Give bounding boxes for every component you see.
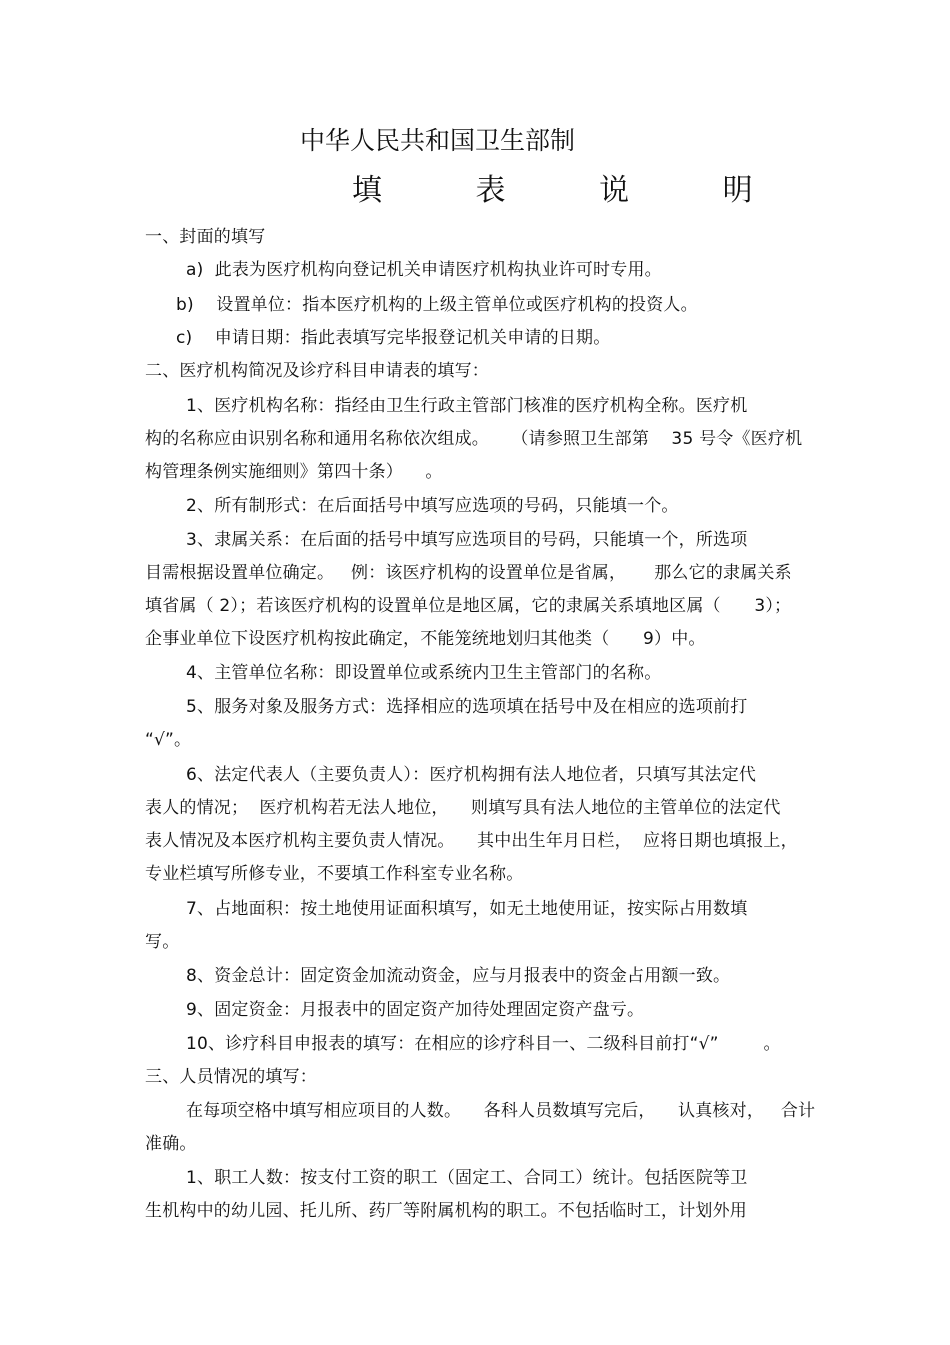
page-title: 填 表 说 明 (352, 173, 795, 208)
text-line: 1、职工人数：按支付工资的职工（固定工、合同工）统计。包括医院等卫 (186, 1168, 748, 1188)
text-line: 表人情况及本医疗机构主要负责人情况。 其中出生年月日栏， 应将日期也填报上， (145, 831, 798, 851)
text-line: 3、隶属关系：在后面的括号中填写应选项目的号码，只能填一个，所选项 (186, 530, 748, 550)
section-heading-2: 二、医疗机构简况及诊疗科目申请表的填写： (145, 361, 489, 381)
text-line: a) 此表为医疗机构向登记机关申请医疗机构执业许可时专用。 (186, 260, 662, 280)
section-heading-1: 一、封面的填写 (145, 227, 266, 247)
text-line: b) 设置单位：指本医疗机构的上级主管单位或医疗机构的投资人。 (176, 295, 698, 315)
text-line: 生机构中的幼儿园、托儿所、药厂等附属机构的职工。不包括临时工，计划外用 (145, 1201, 747, 1221)
section-heading-3: 三、人员情况的填写： (145, 1067, 317, 1087)
text-line: 4、主管单位名称：即设置单位或系统内卫生主管部门的名称。 (186, 663, 662, 683)
text-line: 目需根据设置单位确定。 例：该医疗机构的设置单位是省属， 那么它的隶属关系 (145, 563, 792, 583)
text-line: 写。 (145, 932, 180, 952)
text-line: “√”。 (145, 730, 192, 750)
text-line: 填省属（ 2）；若该医疗机构的设置单位是地区属，它的隶属关系填地区属（ 3）； (145, 596, 792, 616)
text-line: 在每项空格中填写相应项目的人数。 各科人员数填写完后， 认真核对， 合计 (186, 1101, 816, 1121)
text-line: 10、诊疗科目申报表的填写：在相应的诊疗科目一、二级科目前打“√” 。 (186, 1034, 781, 1054)
text-line: c) 申请日期：指此表填写完毕报登记机关申请的日期。 (176, 328, 611, 348)
text-line: 1、医疗机构名称：指经由卫生行政主管部门核准的医疗机构全称。医疗机 (186, 396, 748, 416)
text-line: 构管理条例实施细则》第四十条） 。 (145, 462, 443, 482)
text-line: 7、占地面积：按土地使用证面积填写，如无土地使用证，按实际占用数填 (186, 899, 748, 919)
text-line: 专业栏填写所修专业，不要填工作科室专业名称。 (145, 864, 524, 884)
text-line: 准确。 (145, 1134, 197, 1154)
text-line: 9、固定资金：月报表中的固定资产加待处理固定资产盘亏。 (186, 1000, 645, 1020)
issuer-heading: 中华人民共和国卫生部制 (300, 126, 576, 155)
text-line: 6、法定代表人（主要负责人）：医疗机构拥有法人地位者，只填写其法定代 (186, 765, 757, 785)
text-line: 2、所有制形式：在后面括号中填写应选项的号码，只能填一个。 (186, 496, 679, 516)
text-line: 8、资金总计：固定资金加流动资金，应与月报表中的资金占用额一致。 (186, 966, 731, 986)
text-line: 5、服务对象及服务方式：选择相应的选项填在括号中及在相应的选项前打 (186, 697, 748, 717)
text-line: 企事业单位下设医疗机构按此确定，不能笼统地划归其他类（ 9）中。 (145, 629, 706, 649)
text-line: 构的名称应由识别名称和通用名称依次组成。 （请参照卫生部第 35 号令《医疗机 (145, 429, 803, 449)
text-line: 表人的情况； 医疗机构若无法人地位， 则填写具有法人地位的主管单位的法定代 (145, 798, 781, 818)
